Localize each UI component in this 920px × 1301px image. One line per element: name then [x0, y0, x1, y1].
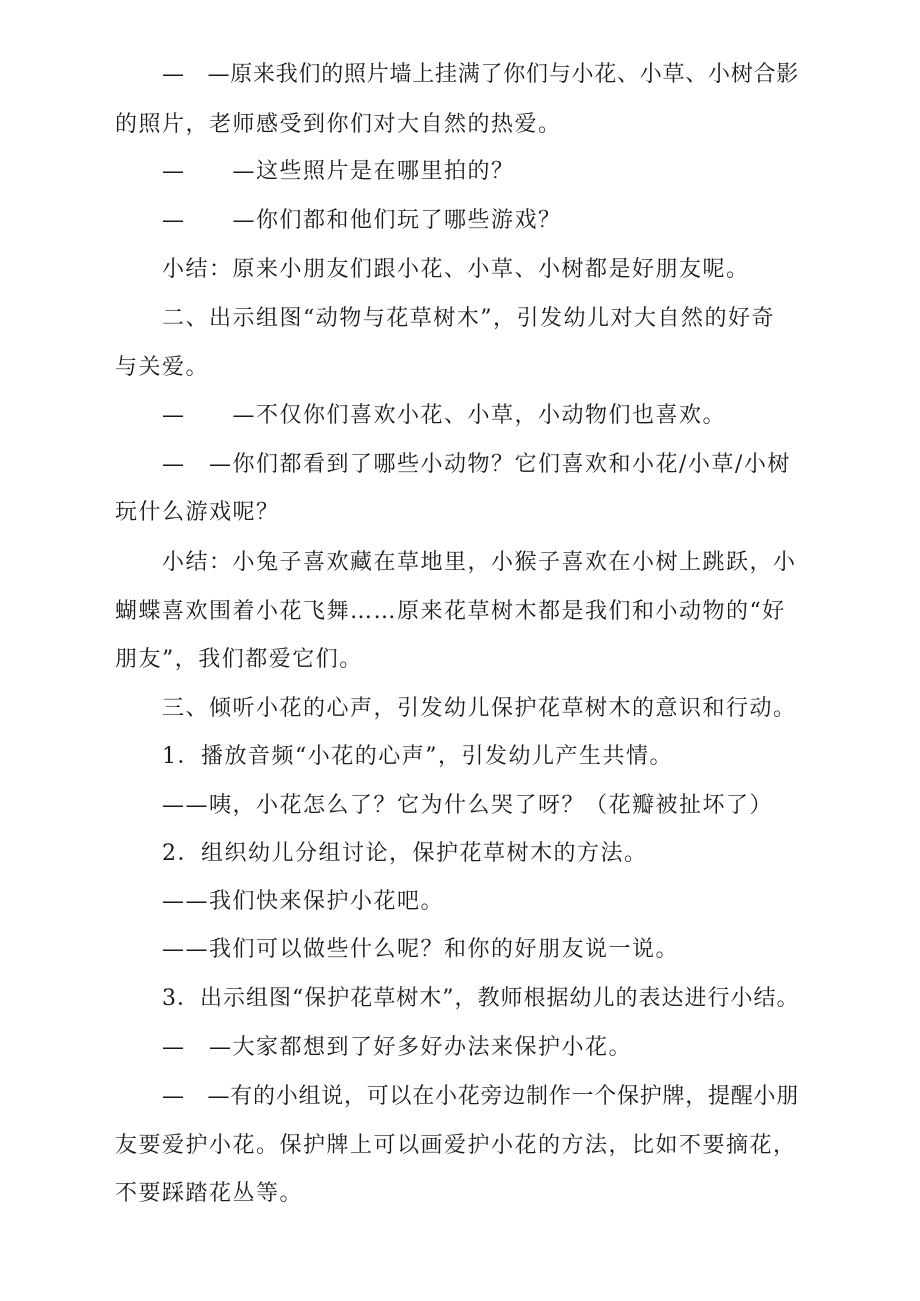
paragraph-line: 的照片，老师感受到你们对大自然的热爱。: [115, 112, 562, 137]
paragraph-line: — —这些照片是在哪里拍的？: [162, 159, 515, 184]
paragraph-line: ——我们可以做些什么呢？和你的好朋友说一说。: [162, 937, 680, 962]
paragraph-line: 2．组织幼儿分组讨论，保护花草树木的方法。: [162, 841, 648, 866]
paragraph-line: — —原来我们的照片墙上挂满了你们与小花、小草、小树合影: [162, 62, 800, 87]
paragraph-line: 二、出示组图“动物与花草树木”，引发幼儿对大自然的好奇: [162, 306, 775, 331]
paragraph-line: 蝴蝶喜欢围着小花飞舞……原来花草树木都是我们和小动物的“好: [115, 599, 786, 624]
paragraph-line: 朋友”，我们都爱它们。: [115, 647, 363, 672]
paragraph-line: — —你们都和他们玩了哪些游戏？: [162, 208, 562, 233]
paragraph-line: — —不仅你们喜欢小花、小草，小动物们也喜欢。: [162, 403, 727, 428]
paragraph-line: 三、倾听小花的心声，引发幼儿保护花草树木的意识和行动。: [162, 696, 797, 721]
paragraph-line: 与关爱。: [115, 355, 210, 380]
paragraph-line: 小结：小兔子喜欢藏在草地里，小猴子喜欢在小树上跳跃，小: [162, 550, 797, 575]
paragraph-line: 不要踩踏花丛等。: [115, 1181, 304, 1206]
paragraph-line: — —大家都想到了好多好办法来保护小花。: [162, 1035, 633, 1060]
paragraph-line: 友要爱护小花。保护牌上可以画爱护小花的方法，比如不要摘花，: [115, 1133, 797, 1158]
paragraph-line: ——我们快来保护小花吧。: [162, 889, 445, 914]
paragraph-line: 小结：原来小朋友们跟小花、小草、小树都是好朋友呢。: [162, 257, 750, 282]
paragraph-line: ——咦，小花怎么了？它为什么哭了呀？（花瓣被扯坏了）: [162, 793, 774, 818]
paragraph-line: 1．播放音频“小花的心声”，引发幼儿产生共情。: [162, 744, 673, 769]
paragraph-line: 3．出示组图“保护花草树木”，教师根据幼儿的表达进行小结。: [162, 986, 800, 1011]
paragraph-line: — —你们都看到了哪些小动物？它们喜欢和小花/小草/小树: [162, 452, 791, 477]
paragraph-line: — —有的小组说，可以在小花旁边制作一个保护牌，提醒小朋: [162, 1084, 800, 1109]
paragraph-line: 玩什么游戏呢？: [115, 500, 280, 525]
